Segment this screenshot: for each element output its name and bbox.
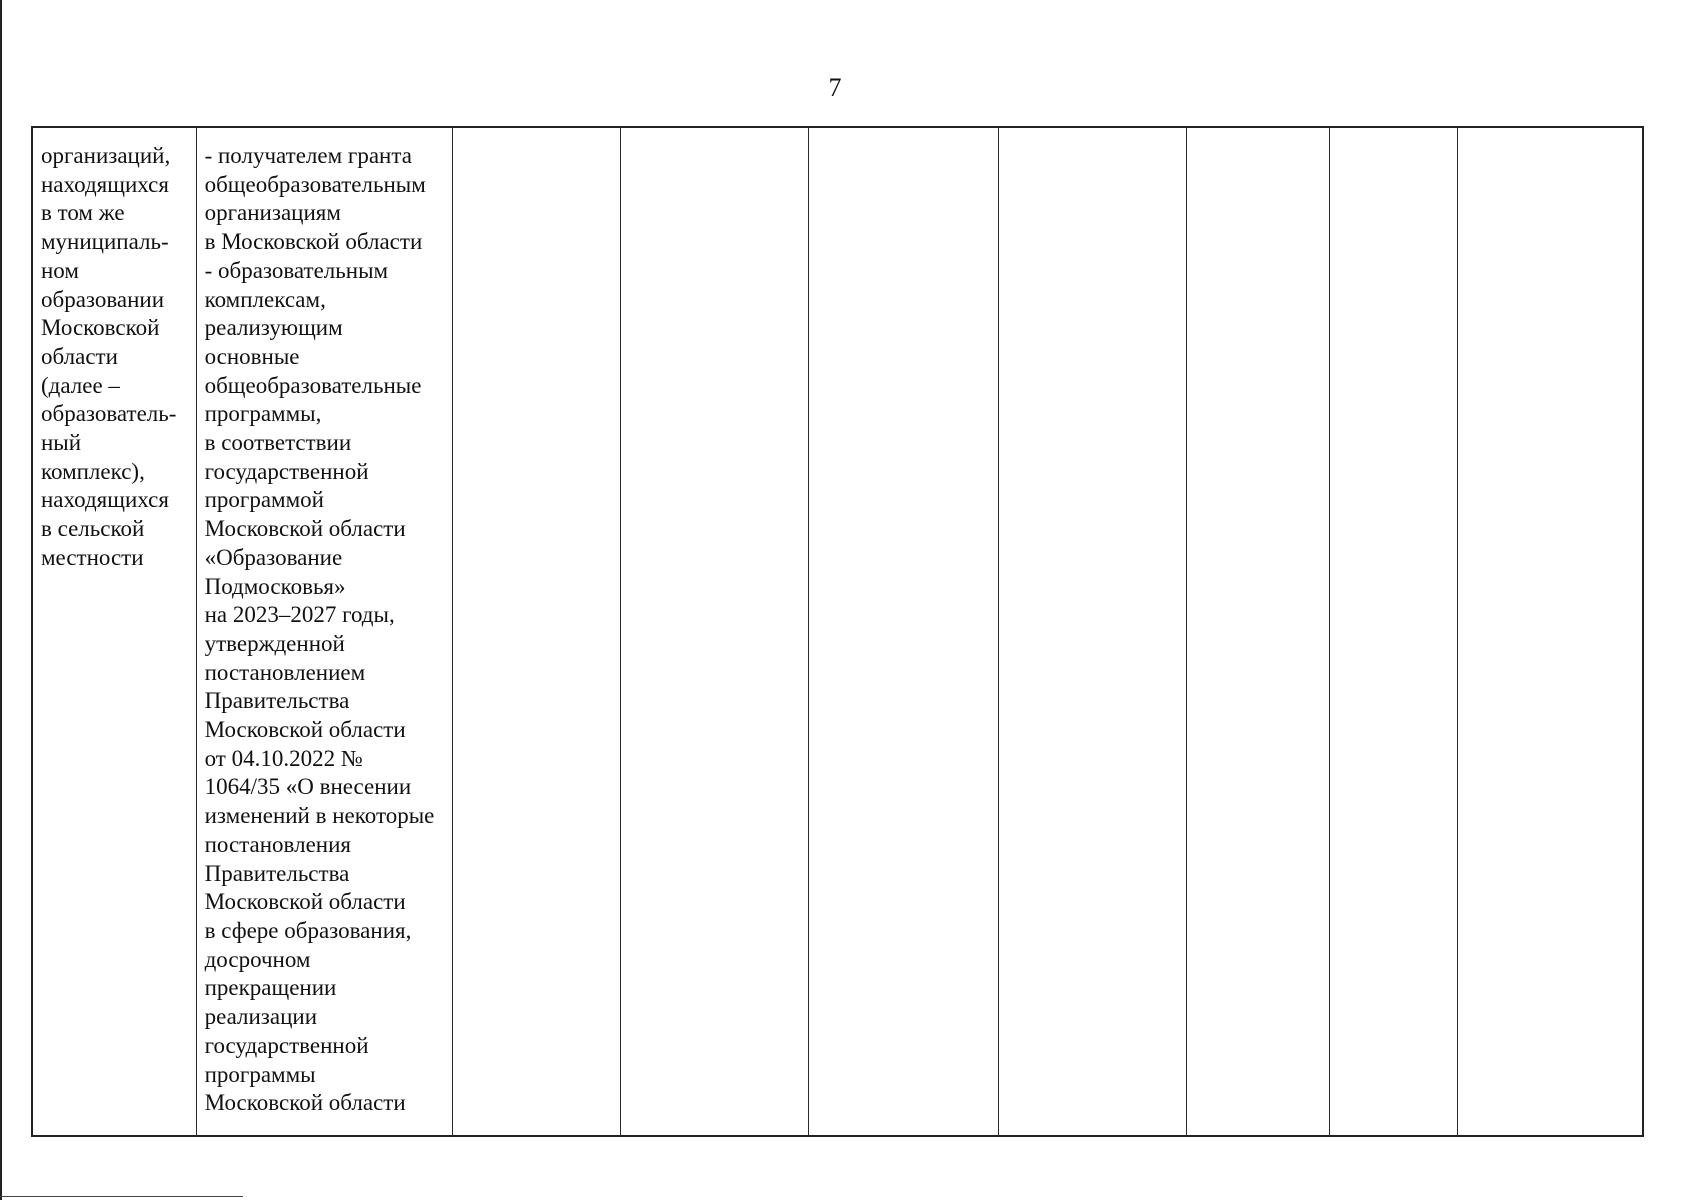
cell-text-line: в том же: [41, 200, 125, 226]
cell-text-line: находящихся: [41, 171, 169, 197]
cell-text-line: постановлением: [204, 659, 366, 685]
cell-text-line: комплекс),: [41, 458, 145, 484]
cell-text-line: организациям: [204, 200, 341, 226]
cell-text-line: Правительства: [204, 688, 350, 714]
cell-text-line: государственной: [204, 1032, 369, 1058]
table-cell-6: [999, 128, 1188, 1135]
cell-text-line: общеобразовательным: [204, 171, 426, 197]
cell-text-line: организаций,: [41, 143, 171, 168]
cell-text-line: программы,: [204, 401, 322, 427]
table-cell-3: [453, 128, 621, 1135]
cell-text-line: Московской области: [204, 717, 406, 743]
cell-text-line: находящихся: [41, 487, 169, 513]
scan-left-edge: [0, 0, 2, 1200]
cell-text-line: изменений в некоторые: [204, 803, 435, 829]
cell-text-line: - получателем гранта: [204, 143, 412, 168]
cell-text-line: на 2023–2027 годы,: [204, 602, 395, 628]
cell-text-line: в сельской: [41, 516, 145, 542]
cell-text-line: программой: [204, 487, 324, 513]
cell-text-line: (далее –: [41, 372, 120, 398]
cell-text-line: образовании: [41, 286, 165, 312]
cell-text-line: Московской области: [204, 1090, 406, 1116]
page-number: 7: [828, 73, 842, 102]
cell-text-line: досрочном: [204, 946, 311, 972]
cell-text-line: местности: [41, 544, 144, 570]
bottom-rule: [0, 1196, 243, 1197]
cell-text-line: реализации: [204, 1004, 317, 1030]
cell-text-line: образователь-: [41, 401, 177, 427]
cell-text-line: в Московской области: [204, 229, 423, 255]
table-cell-5: [809, 128, 999, 1135]
cell-text-line: государственной: [204, 458, 369, 484]
cell-text-line: от 04.10.2022 №: [204, 745, 363, 771]
cell-text-line: реализующим: [204, 315, 343, 341]
cell-text-line: постановления: [204, 831, 351, 857]
cell-text-line: утвержденной: [204, 630, 345, 656]
cell-text-line: Правительства: [204, 860, 350, 886]
cell-text-line: Подмосковья»: [204, 573, 346, 599]
cell-text-line: - образовательным: [204, 257, 389, 283]
cell-text-line: программы: [204, 1061, 316, 1087]
table-cell-9: [1458, 128, 1642, 1135]
cell-text-line: ном: [41, 257, 79, 283]
table-cell-7: [1187, 128, 1330, 1135]
table-cell-8: [1330, 128, 1459, 1135]
cell-text-line: Московской: [41, 315, 160, 341]
cell-text-line: прекращении: [204, 975, 337, 1001]
cell-text-line: комплексам,: [204, 286, 326, 312]
cell-text-line: Московской области: [204, 889, 406, 915]
cell-text-line: в сфере образования,: [204, 917, 412, 943]
cell-text-line: «Образование: [204, 544, 343, 570]
table-cell-1: [33, 128, 197, 1135]
table-cell-4: [621, 128, 810, 1135]
cell-text-line: Московской области: [204, 516, 406, 542]
cell-text-line: 1064/35 «О внесении: [204, 774, 412, 800]
cell-text-line: муниципаль-: [41, 229, 169, 255]
cell-text-line: основные: [204, 343, 300, 369]
cell-text-line: в соответствии: [204, 430, 352, 456]
document-table: [31, 126, 1644, 1137]
cell-text-line: области: [41, 343, 118, 369]
cell-text-line: общеобразовательные: [204, 372, 422, 398]
table-cell-2: [197, 128, 453, 1135]
cell-text-line: ный: [41, 430, 82, 456]
